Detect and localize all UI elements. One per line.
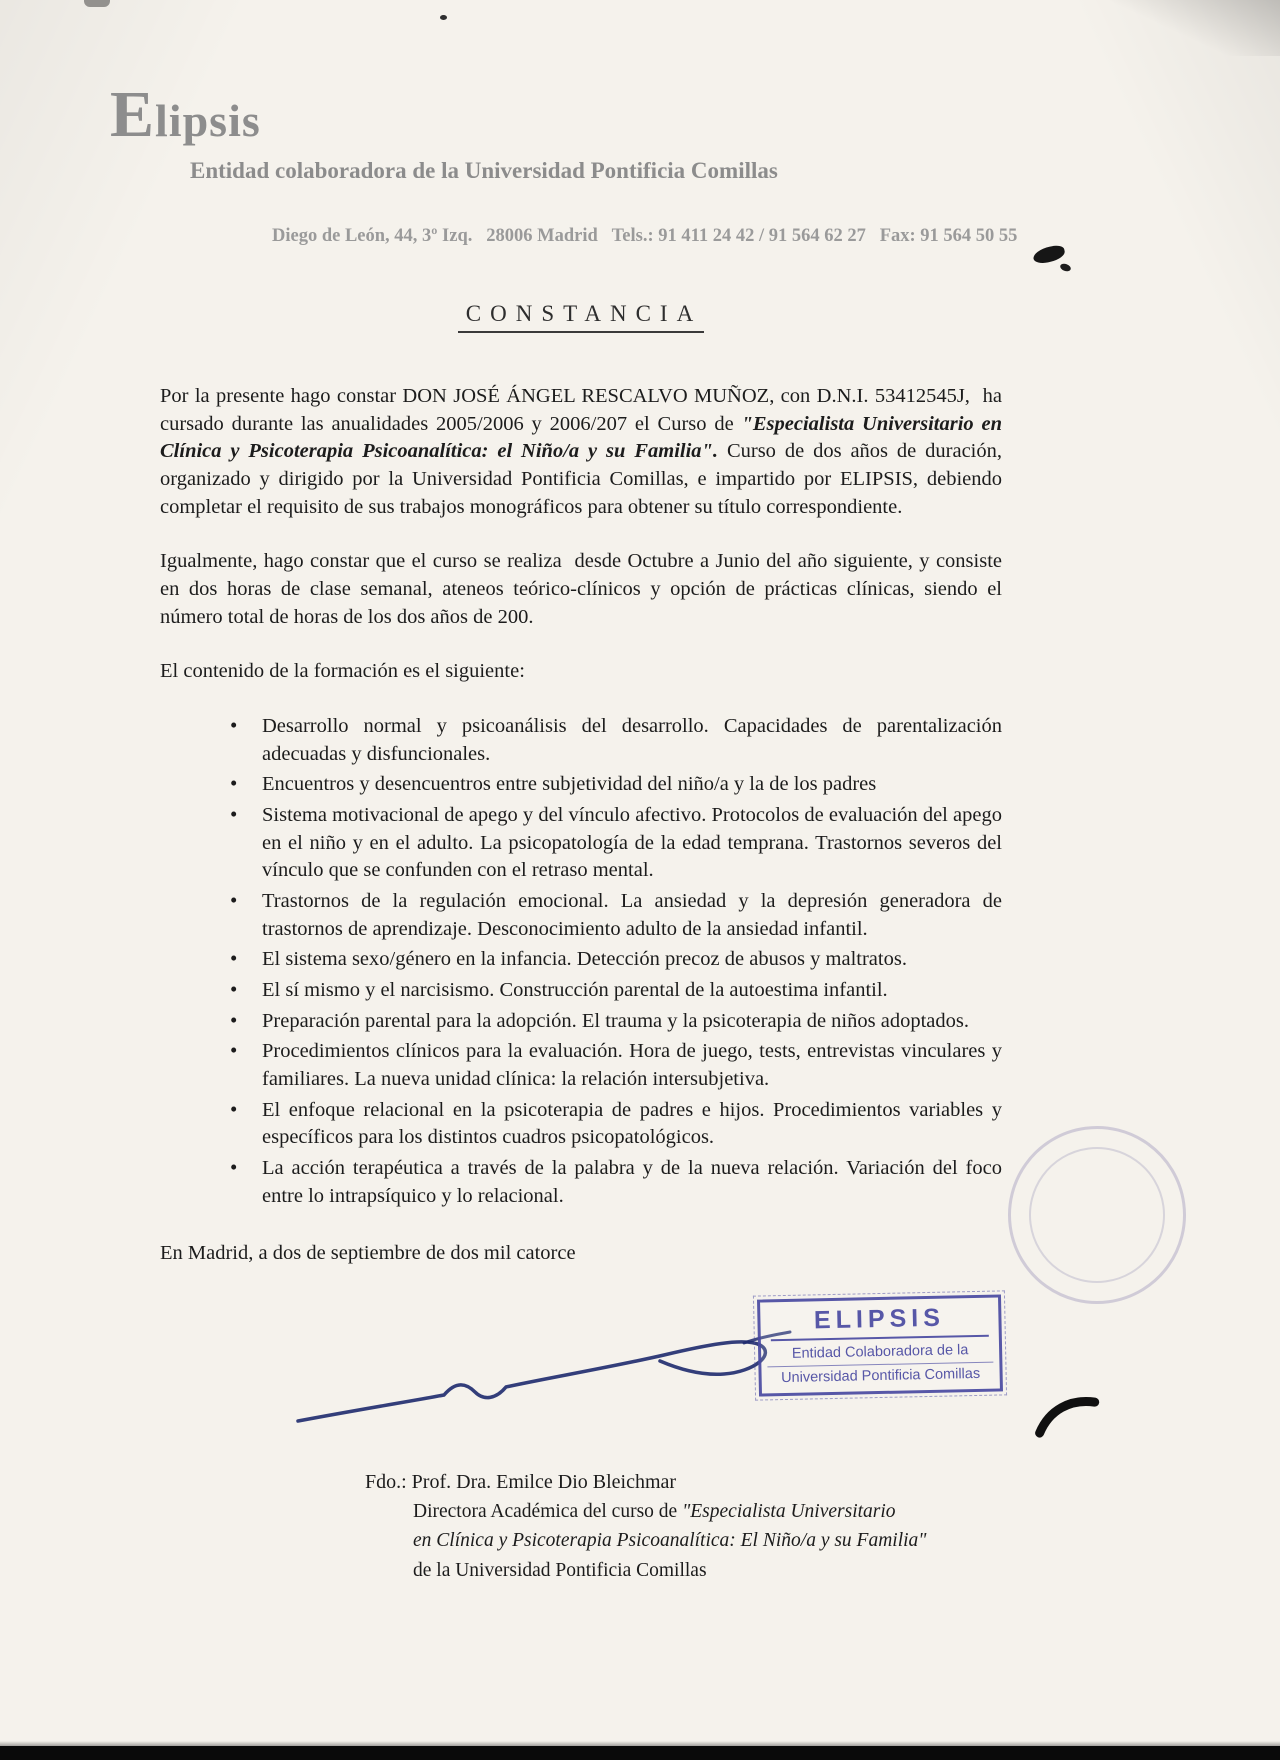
list-item: • Preparación parental para la adopción. El trauma y la psicoterapia de niños adoptados. [228, 1008, 1002, 1036]
signer-role-line [413, 1497, 1120, 1526]
signer-role-text: Directora Académica del curso de [413, 1501, 683, 1523]
title-row [160, 301, 1002, 333]
scan-speck [440, 15, 447, 20]
paragraph-2: Igualmente, hago constar que el curso se realiza desde Octubre a Junio del año siguiente, y consiste en dos horas de clase semanal, ateneos teórico-clínicos y opción de prácticas clínicas, siendo el número total de horas de los dos años de 200. [160, 550, 1002, 628]
list-item: • Encuentros y desencuentros entre subjetividad del niño/a y la de los padres [228, 771, 1002, 799]
scan-bottom-edge [0, 1746, 1280, 1760]
paragraph-1-text: Curso de dos años de duración, organizado y dirigido por la Universidad Pontificia Comillas, e impartido por ELIPSIS, debiendo completar el requisito de sus trabajos monográficos para obtener su título correspondiente. [160, 440, 1003, 518]
ink-blob [1032, 244, 1066, 265]
list-item: • Trastornos de la regulación emocional. La ansiedad y la depresión generadora de trastornos de aprendizaje. Desconocimiento adulto de la ansiedad infantil. [228, 888, 1002, 943]
course-title: "Especialista Universitario en Clínica y Psicoterapia Psicoanalítica: el Niño/a y su Familia". [160, 412, 1003, 463]
list-item: • Desarrollo normal y psicoanálisis del desarrollo. Capacidades de parentalización adecuadas y disfuncionales. [228, 713, 1002, 768]
signer-course-italic: "Especialista Universitario [682, 1501, 896, 1523]
paragraph-3: El contenido de la formación es el siguiente: [160, 660, 525, 683]
ink-blob [1059, 262, 1072, 272]
paragraph-1 [160, 383, 1002, 521]
stamp-title: ELIPSIS [813, 1303, 946, 1335]
list-item: • El enfoque relacional en la psicoterapia de padres e hijos. Procedimientos variables y específicos para los distintos cuadros psicopatológicos. [228, 1097, 1002, 1152]
stamp-line: Entidad Colaboradora de la [791, 1342, 969, 1362]
handwritten-signature [292, 1323, 792, 1443]
list-item: • Sistema motivacional de apego y del vínculo afectivo. Protocolos de evaluación del apego en el niño y en el adulto. La psicopatología de la edad temprana. Trastornos severos del vínculo que se confunden con el retraso mental. [228, 802, 1002, 885]
document-title: CONSTANCIA [458, 301, 704, 333]
document-body [160, 383, 1002, 1268]
address-line: Diego de León, 44, 3º Izq. 28006 Madrid Tels.: 91 411 24 42 / 91 564 62 27 Fax: 91 564 50 55 [272, 226, 1018, 246]
faint-round-stamp [989, 1107, 1205, 1323]
pen-mark [1029, 1386, 1106, 1445]
stamp-line: Universidad Pontificia Comillas [767, 1362, 993, 1388]
paragraph-1-text: Por la presente hago constar DON JOSÉ ÁNGEL RESCALVO MUÑOZ, con D.N.I. 53412545J, ha cursado durante las anualidades 2005/2006 y 2006/207 el Curso de [160, 385, 1002, 435]
signer-name-line: Fdo.: Prof. Dra. Emilce Dio Bleichmar [365, 1471, 677, 1494]
elipsis-ink-stamp [757, 1295, 1003, 1397]
signer-course-line: en Clínica y Psicoterapia Psicoanalítica: El Niño/a y su Familia" [413, 1530, 927, 1552]
list-item: • El sí mismo y el narcisismo. Construcción parental de la autoestima infantil. [228, 977, 1002, 1005]
scan-corner-shadow [1110, 0, 1280, 56]
scan-corner-shadow [84, 0, 110, 7]
org-subtitle: Entidad colaboradora de la Universidad Pontificia Comillas [190, 158, 778, 183]
list-item: • La acción terapéutica a través de la palabra y de la nueva relación. Variación del foco entre lo intrapsíquico y lo relacional. [228, 1155, 1002, 1210]
list-item: • El sistema sexo/género en la infancia. Detección precoz de abusos y maltratos. [228, 946, 1002, 974]
signer-block [365, 1467, 1120, 1585]
signature-area [160, 1295, 1002, 1453]
course-content-list [228, 713, 1002, 1210]
dateline: En Madrid, a dos de septiembre de dos mil catorce [160, 1242, 576, 1265]
logo-initial: E [110, 78, 156, 151]
elipsis-logo [110, 78, 1280, 151]
list-item: • Procedimientos clínicos para la evaluación. Hora de juego, tests, entrevistas vinculares y familiares. La nueva unidad clínica: la relación intersubjetiva. [228, 1038, 1002, 1093]
logo-rest: lipsis [155, 95, 261, 146]
signer-university-line: de la Universidad Pontificia Comillas [413, 1559, 707, 1581]
